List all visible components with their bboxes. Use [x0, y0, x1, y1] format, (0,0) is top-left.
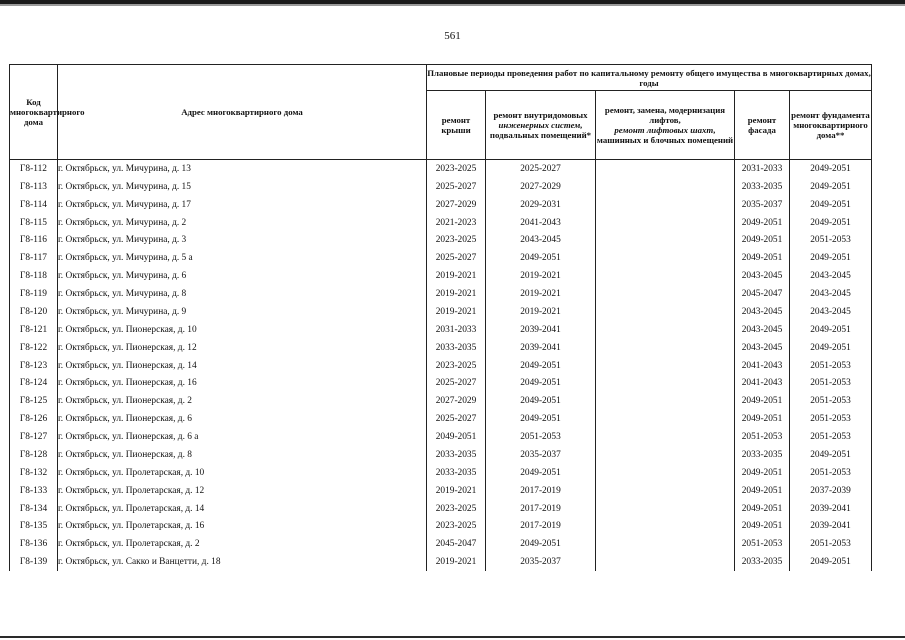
table-row [10, 303, 872, 321]
cell-code: Г8-112 [10, 160, 58, 178]
table-row [10, 214, 872, 232]
table-row [10, 249, 872, 267]
cell-facade: 2049-2051 [735, 214, 790, 232]
cell-facade: 2033-2035 [735, 553, 790, 571]
cell-code: Г8-125 [10, 392, 58, 410]
cell-systems: 2035-2037 [486, 446, 596, 464]
cell-code: Г8-139 [10, 553, 58, 571]
cell-systems: 2027-2029 [486, 178, 596, 196]
cell-elevators [596, 392, 735, 410]
cell-systems: 2039-2041 [486, 321, 596, 339]
cell-address: г. Октябрьск, ул. Мичурина, д. 3 [58, 232, 427, 250]
cell-facade: 2043-2045 [735, 303, 790, 321]
cell-foundation: 2043-2045 [790, 285, 872, 303]
table-row [10, 321, 872, 339]
cell-roof: 2019-2021 [427, 303, 486, 321]
cell-address: г. Октябрьск, ул. Пролетарская, д. 10 [58, 464, 427, 482]
cell-code: Г8-122 [10, 339, 58, 357]
cell-roof: 2027-2029 [427, 392, 486, 410]
cell-roof: 2025-2027 [427, 249, 486, 267]
table-row [10, 178, 872, 196]
header-engineering-systems [486, 91, 596, 160]
header-systems-line2: инженерных систем, [498, 120, 583, 130]
cell-foundation: 2051-2053 [790, 375, 872, 393]
cell-systems: 2019-2021 [486, 285, 596, 303]
header-planned-periods: Плановые периоды проведения работ по капитальному ремонту общего имущества в многоквартирных домах, годы [427, 65, 872, 91]
table-row [10, 410, 872, 428]
cell-code: Г8-135 [10, 518, 58, 536]
cell-roof: 2025-2027 [427, 410, 486, 428]
cell-systems: 2049-2051 [486, 464, 596, 482]
cell-elevators [596, 464, 735, 482]
cell-code: Г8-124 [10, 375, 58, 393]
cell-foundation: 2049-2051 [790, 160, 872, 178]
cell-roof: 2025-2027 [427, 178, 486, 196]
table-header [10, 65, 872, 160]
cell-foundation: 2039-2041 [790, 518, 872, 536]
cell-systems: 2049-2051 [486, 375, 596, 393]
cell-roof: 2033-2035 [427, 464, 486, 482]
cell-code: Г8-126 [10, 410, 58, 428]
cell-elevators [596, 214, 735, 232]
cell-elevators [596, 518, 735, 536]
cell-address: г. Октябрьск, ул. Мичурина, д. 5 а [58, 249, 427, 267]
cell-elevators [596, 249, 735, 267]
cell-facade: 2031-2033 [735, 160, 790, 178]
cell-code: Г8-116 [10, 232, 58, 250]
cell-facade: 2033-2035 [735, 178, 790, 196]
header-roof-repair: ремонт крыши [427, 91, 486, 160]
cell-roof: 2049-2051 [427, 428, 486, 446]
cell-facade: 2049-2051 [735, 249, 790, 267]
cell-systems: 2025-2027 [486, 160, 596, 178]
table-row [10, 535, 872, 553]
cell-address: г. Октябрьск, ул. Мичурина, д. 17 [58, 196, 427, 214]
cell-facade: 2049-2051 [735, 500, 790, 518]
page-number: 561 [444, 30, 461, 42]
header-facade-repair: ремонт фасада [735, 91, 790, 160]
cell-elevators [596, 232, 735, 250]
cell-systems: 2019-2021 [486, 267, 596, 285]
cell-foundation: 2043-2045 [790, 267, 872, 285]
table-row [10, 196, 872, 214]
cell-foundation: 2049-2051 [790, 321, 872, 339]
cell-roof: 2027-2029 [427, 196, 486, 214]
cell-address: г. Октябрьск, ул. Пионерская, д. 12 [58, 339, 427, 357]
cell-facade: 2049-2051 [735, 392, 790, 410]
cell-elevators [596, 500, 735, 518]
cell-address: г. Октябрьск, ул. Сакко и Ванцетти, д. 18 [58, 553, 427, 571]
cell-facade: 2045-2047 [735, 285, 790, 303]
cell-roof: 2023-2025 [427, 232, 486, 250]
cell-systems: 2035-2037 [486, 553, 596, 571]
cell-systems: 2029-2031 [486, 196, 596, 214]
cell-foundation: 2039-2041 [790, 500, 872, 518]
cell-facade: 2043-2045 [735, 267, 790, 285]
header-systems-line3: подвальных помещений* [489, 130, 592, 140]
cell-elevators [596, 357, 735, 375]
header-foundation-repair: ремонт фундамента многоквартирного дома** [790, 91, 872, 160]
cell-foundation: 2051-2053 [790, 357, 872, 375]
cell-foundation: 2051-2053 [790, 392, 872, 410]
cell-foundation: 2043-2045 [790, 303, 872, 321]
cell-address: г. Октябрьск, ул. Пионерская, д. 16 [58, 375, 427, 393]
cell-address: г. Октябрьск, ул. Пролетарская, д. 2 [58, 535, 427, 553]
cell-address: г. Октябрьск, ул. Мичурина, д. 8 [58, 285, 427, 303]
header-elevators-line2: ремонт лифтовых шахт, [614, 125, 716, 135]
cell-facade: 2041-2043 [735, 357, 790, 375]
cell-systems: 2017-2019 [486, 518, 596, 536]
cell-elevators [596, 410, 735, 428]
cell-code: Г8-133 [10, 482, 58, 500]
cell-elevators [596, 285, 735, 303]
cell-facade: 2051-2053 [735, 428, 790, 446]
cell-foundation: 2051-2053 [790, 232, 872, 250]
cell-address: г. Октябрьск, ул. Мичурина, д. 2 [58, 214, 427, 232]
cell-roof: 2019-2021 [427, 267, 486, 285]
cell-systems: 2039-2041 [486, 339, 596, 357]
cell-code: Г8-136 [10, 535, 58, 553]
cell-systems: 2019-2021 [486, 303, 596, 321]
cell-systems: 2043-2045 [486, 232, 596, 250]
cell-roof: 2031-2033 [427, 321, 486, 339]
cell-elevators [596, 160, 735, 178]
table-row [10, 357, 872, 375]
cell-roof: 2019-2021 [427, 285, 486, 303]
table-row [10, 464, 872, 482]
cell-systems: 2017-2019 [486, 482, 596, 500]
cell-elevators [596, 375, 735, 393]
cell-code: Г8-113 [10, 178, 58, 196]
table-row [10, 500, 872, 518]
cell-code: Г8-118 [10, 267, 58, 285]
table-row [10, 428, 872, 446]
cell-elevators [596, 482, 735, 500]
cell-systems: 2049-2051 [486, 535, 596, 553]
cell-elevators [596, 196, 735, 214]
cell-foundation: 2049-2051 [790, 339, 872, 357]
table-row [10, 339, 872, 357]
cell-code: Г8-123 [10, 357, 58, 375]
cell-systems: 2049-2051 [486, 357, 596, 375]
cell-foundation: 2049-2051 [790, 249, 872, 267]
cell-facade: 2049-2051 [735, 410, 790, 428]
header-systems-line1: ремонт внутридомовых [493, 110, 588, 120]
cell-address: г. Октябрьск, ул. Мичурина, д. 9 [58, 303, 427, 321]
table-row [10, 446, 872, 464]
table-row [10, 553, 872, 571]
cell-systems: 2049-2051 [486, 410, 596, 428]
table-row [10, 160, 872, 178]
capital-repair-schedule-table [9, 64, 872, 571]
cell-address: г. Октябрьск, ул. Пионерская, д. 6 а [58, 428, 427, 446]
table-row [10, 375, 872, 393]
cell-elevators [596, 303, 735, 321]
cell-facade: 2035-2037 [735, 196, 790, 214]
cell-systems: 2051-2053 [486, 428, 596, 446]
cell-roof: 2019-2021 [427, 553, 486, 571]
header-elevators-line3: машинных и блочных помещений [596, 135, 734, 145]
cell-roof: 2019-2021 [427, 482, 486, 500]
cell-code: Г8-127 [10, 428, 58, 446]
cell-roof: 2023-2025 [427, 500, 486, 518]
cell-code: Г8-120 [10, 303, 58, 321]
cell-foundation: 2049-2051 [790, 214, 872, 232]
cell-elevators [596, 428, 735, 446]
table-body [10, 160, 872, 572]
cell-elevators [596, 267, 735, 285]
cell-roof: 2023-2025 [427, 160, 486, 178]
top-border-shadow [0, 4, 905, 6]
cell-facade: 2043-2045 [735, 339, 790, 357]
cell-foundation: 2051-2053 [790, 464, 872, 482]
cell-code: Г8-132 [10, 464, 58, 482]
cell-code: Г8-114 [10, 196, 58, 214]
cell-facade: 2049-2051 [735, 464, 790, 482]
cell-roof: 2033-2035 [427, 339, 486, 357]
cell-address: г. Октябрьск, ул. Пионерская, д. 14 [58, 357, 427, 375]
cell-address: г. Октябрьск, ул. Пионерская, д. 2 [58, 392, 427, 410]
cell-facade: 2049-2051 [735, 518, 790, 536]
cell-roof: 2023-2025 [427, 357, 486, 375]
cell-elevators [596, 178, 735, 196]
cell-address: г. Октябрьск, ул. Пионерская, д. 6 [58, 410, 427, 428]
cell-elevators [596, 339, 735, 357]
cell-address: г. Октябрьск, ул. Пролетарская, д. 12 [58, 482, 427, 500]
cell-elevators [596, 446, 735, 464]
cell-roof: 2025-2027 [427, 375, 486, 393]
bottom-border-line [0, 636, 905, 638]
cell-roof: 2033-2035 [427, 446, 486, 464]
cell-address: г. Октябрьск, ул. Пионерская, д. 8 [58, 446, 427, 464]
cell-elevators [596, 321, 735, 339]
table-row [10, 392, 872, 410]
cell-roof: 2021-2023 [427, 214, 486, 232]
table-row [10, 482, 872, 500]
cell-code: Г8-117 [10, 249, 58, 267]
cell-facade: 2043-2045 [735, 321, 790, 339]
cell-address: г. Октябрьск, ул. Мичурина, д. 6 [58, 267, 427, 285]
cell-code: Г8-128 [10, 446, 58, 464]
cell-facade: 2033-2035 [735, 446, 790, 464]
cell-code: Г8-121 [10, 321, 58, 339]
header-elevators-line1: ремонт, замена, модернизация лифтов, [604, 105, 726, 125]
cell-roof: 2045-2047 [427, 535, 486, 553]
cell-facade: 2041-2043 [735, 375, 790, 393]
header-address: Адрес многоквартирного дома [58, 65, 427, 160]
header-elevators [596, 91, 735, 160]
cell-address: г. Октябрьск, ул. Мичурина, д. 15 [58, 178, 427, 196]
cell-roof: 2023-2025 [427, 518, 486, 536]
table-row [10, 285, 872, 303]
cell-code: Г8-115 [10, 214, 58, 232]
cell-systems: 2049-2051 [486, 392, 596, 410]
cell-foundation: 2049-2051 [790, 553, 872, 571]
cell-foundation: 2049-2051 [790, 178, 872, 196]
cell-foundation: 2051-2053 [790, 535, 872, 553]
cell-address: г. Октябрьск, ул. Пионерская, д. 10 [58, 321, 427, 339]
table-row [10, 518, 872, 536]
cell-systems: 2041-2043 [486, 214, 596, 232]
cell-foundation: 2037-2039 [790, 482, 872, 500]
cell-systems: 2049-2051 [486, 249, 596, 267]
cell-elevators [596, 553, 735, 571]
cell-facade: 2049-2051 [735, 482, 790, 500]
table-row [10, 267, 872, 285]
cell-elevators [596, 535, 735, 553]
cell-foundation: 2051-2053 [790, 428, 872, 446]
cell-address: г. Октябрьск, ул. Пролетарская, д. 14 [58, 500, 427, 518]
cell-facade: 2049-2051 [735, 232, 790, 250]
cell-code: Г8-134 [10, 500, 58, 518]
cell-foundation: 2051-2053 [790, 410, 872, 428]
cell-address: г. Октябрьск, ул. Мичурина, д. 13 [58, 160, 427, 178]
header-code: Код многоквартирного дома [10, 65, 58, 160]
table-row [10, 232, 872, 250]
cell-address: г. Октябрьск, ул. Пролетарская, д. 16 [58, 518, 427, 536]
cell-facade: 2051-2053 [735, 535, 790, 553]
cell-systems: 2017-2019 [486, 500, 596, 518]
cell-foundation: 2049-2051 [790, 446, 872, 464]
cell-foundation: 2049-2051 [790, 196, 872, 214]
cell-code: Г8-119 [10, 285, 58, 303]
